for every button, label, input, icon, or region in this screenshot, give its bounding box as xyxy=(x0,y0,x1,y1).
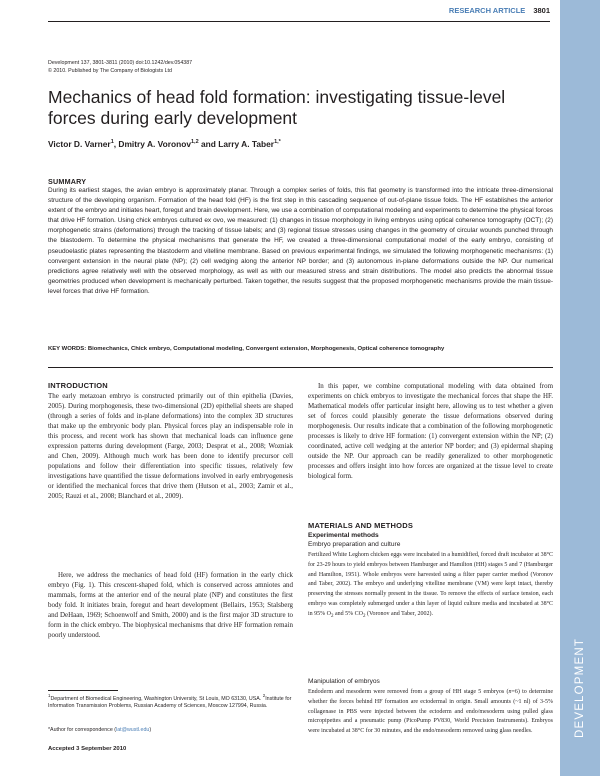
embryo-preparation-text: Fertilized White Leghorn chicken eggs were incubated in a humidified, forced draft incubator at 38°C for 23-29 hours to yield embryos between Hamburger and Hamilton (HH) stages 5 and 7 (Hamburger and Hamilton, 1951). Whole embryos were harvested using a filter paper carrier method (Voronov and Taber, 2002). The embryo and underlying vitelline membrane (VM) were kept intact, thereby preserving the stresses normally present in the tissue. To remove the effects of surface tension, each embryo was completely submerged under a thin layer of liquid culture media and incubated at 38°C in 95% $O_2$ and 5% $CO_2$ (Voronov and Taber, 2002). xyxy=(308,552,553,619)
author-list xyxy=(48,139,553,149)
article-type-label: RESEARCH ARTICLE xyxy=(448,6,526,15)
introduction-paragraph: Here, we address the mechanics of head fold (HF) formation in the early chick embryo (Fig. 1). This crescent-shaped fold, which is conserved across amniotes and mammals, forms at the anterior end of the neural plate (NP) and constitutes the first body fold. It initiates brain, foregut and heart development (Bellairs, 1953; Stalsberg and DeHaan, 1969; Schoenwolf and Smith, 2000) and is the first major 3D structure to form in the chick embryo. The biophysical mechanisms that drive HF formation remain poorly understood. xyxy=(48,571,293,639)
author-affiliation-mark: 1,* xyxy=(274,139,281,146)
author-affiliation-mark: 1 xyxy=(110,139,114,146)
summary-heading: SUMMARY xyxy=(48,177,87,186)
citation-block xyxy=(48,59,348,75)
author-name: Larry A. Taber xyxy=(218,139,275,149)
manipulation-text: Endoderm and mesoderm were removed from a group of HH stage 5 embryos (n=6) to determine whether the forces behind HF formation are ectodermal in origin. Small amounts (~1 nl) of 3-5% collagenase in PBS were injected between the ectoderm and endo/mesoderm using pulled glass micropipettes and a pneumatic pump (PicoPump PV830, World Precision Instruments). Embryos were incubated at 38°C for 30 minutes, and the endo/mesoderm removed using glass needles. xyxy=(308,689,553,735)
header-rule xyxy=(48,21,550,22)
journal-sidebar-label: DEVELOPMENT xyxy=(574,637,586,739)
author-affiliation-mark: 1,2 xyxy=(191,139,199,146)
author-separator: , xyxy=(113,139,119,149)
accepted-date: Accepted 3 September 2010 xyxy=(48,746,127,752)
corresponding-author-mark: * xyxy=(278,139,281,146)
citation-line: Development 137, 3801-3811 (2010) doi:10.1242/dev.054387 xyxy=(48,60,193,66)
journal-sidebar-tab xyxy=(560,0,600,776)
article-title: Mechanics of head fold formation: investigating tissue-level forces during early development xyxy=(48,87,506,128)
introduction-heading: INTRODUCTION xyxy=(48,381,108,390)
affiliations-footnote: $^1$Department of Biomedical Engineering, Washington University, St Louis, MO 63130, USA. $^2$Institute for Information Transmission Problems, Russian Academy of Sciences, Moscow 127994, Russia. xyxy=(48,693,292,710)
keywords: KEY WORDS: Biomechanics, Chick embryo, Computational modeling, Convergent extension, Morphogenesis, Optical coherence tomography xyxy=(48,346,445,352)
footnote-rule xyxy=(48,690,118,691)
experimental-methods-subheading: Experimental methods xyxy=(308,532,379,539)
section-divider xyxy=(48,367,553,368)
summary-text: During its earliest stages, the avian embryo is approximately planar. Through a complex series of folds, this flat geometry is transformed into the intricate three-dimensional structure of the developing organism. Formation of the head fold (HF) is the first step in this cascading sequence of out-of-plane tissue folds. The HF establishes the anterior extent of the embryo and initiates heart, foregut and brain development. Here, we use a combination of computational modeling and experiments to determine the physical forces that drive HF formation. Using chick embryos cultured ex ovo, we measured: (1) changes in tissue morphology in living embryos using optical coherence tomography (OCT); (2) morphogenetic strains (deformations) through the tracking of tissue labels; and (3) regional tissue stresses using changes in the geometry of circular wounds punched through the blastoderm. To determine the physical mechanisms that generate the HF, we created a three-dimensional computational model of the early embryo, consisting of pseudoelastic plates representing the blastoderm and vitelline membrane. Based on previous experimental findings, we simulated the following morphogenetic mechanisms: (1) convergent extension in the neural plate (NP); (2) cell wedging along the anterior NP border; and (3) autonomous in-plane deformations outside the NP. Our numerical predictions agree relatively well with the observed morphology, as well as with our measured stress and strain distributions. The model also predicts the abnormal tissue geometries produced when development is mechanically perturbed. Taken together, the results suggest that the proposed morphogenetic mechanisms provide the main tissue-level forces that drive HF formation. xyxy=(48,187,553,295)
author-name: Dmitry A. Voronov xyxy=(118,139,191,149)
materials-methods-heading: MATERIALS AND METHODS xyxy=(308,521,414,530)
introduction-paragraph: In this paper, we combine computational modeling with data obtained from experiments on chick embryos to investigate the mechanical forces that shape the HF. Mathematical models offer particular insight here, allowing us to test whether a given set of forces could plausibly generate the tissue deformations observed during morphogenesis. Our results indicate that a combination of the following morphogenetic processes is likely to drive HF formation: (1) convergent extension within the NP; (2) coordinated, active cell wedging at the anterior NP border; and (3) epidermal shaping outside the NP. Our approach can be readily generalized to other morphogenetic processes and offers insight into how forces are organized at the tissue level to create biological form. xyxy=(308,382,553,480)
embryo-preparation-subheading: Embryo preparation and culture xyxy=(308,541,401,548)
running-header xyxy=(430,6,550,15)
page-number: 3801 xyxy=(533,6,550,15)
author-separator: and xyxy=(198,139,219,149)
copyright-line: © 2010. Published by The Company of Biologists Ltd xyxy=(48,68,172,74)
correspondence-footnote: *Author for correspondence (lat@wustl.edu) xyxy=(48,727,152,733)
introduction-paragraph: The early metazoan embryo is constructed primarily out of thin epithelia (Davies, 2005). During morphogenesis, these two-dimensional (2D) epithelial sheets are shaped (through a series of folds and in-plane deformations) into the complex 3D structures that make up the embryonic body plan. Physical forces play an indispensable role in this process, and recent work has shown that mechanical loads can influence gene expression patterns during development (Farge, 2003; Desprat et al., 2008; Wozniak and Chen, 2009). Although much work has been done to identify precursor cell populations and follow their differentiation into specific tissues, relatively few investigations have quantified the tissue deformations involved in early embryogenesis or identified the mechanical forces that drive them (Hutson et al., 2003; Zamir et al., 2005; Rauzi et al., 2008; Blanchard et al., 2009). xyxy=(48,392,293,500)
author-name: Victor D. Varner xyxy=(48,139,111,149)
manipulation-subheading: Manipulation of embryos xyxy=(308,678,380,685)
correspondence-email-link[interactable]: lat@wustl.edu xyxy=(116,727,150,733)
